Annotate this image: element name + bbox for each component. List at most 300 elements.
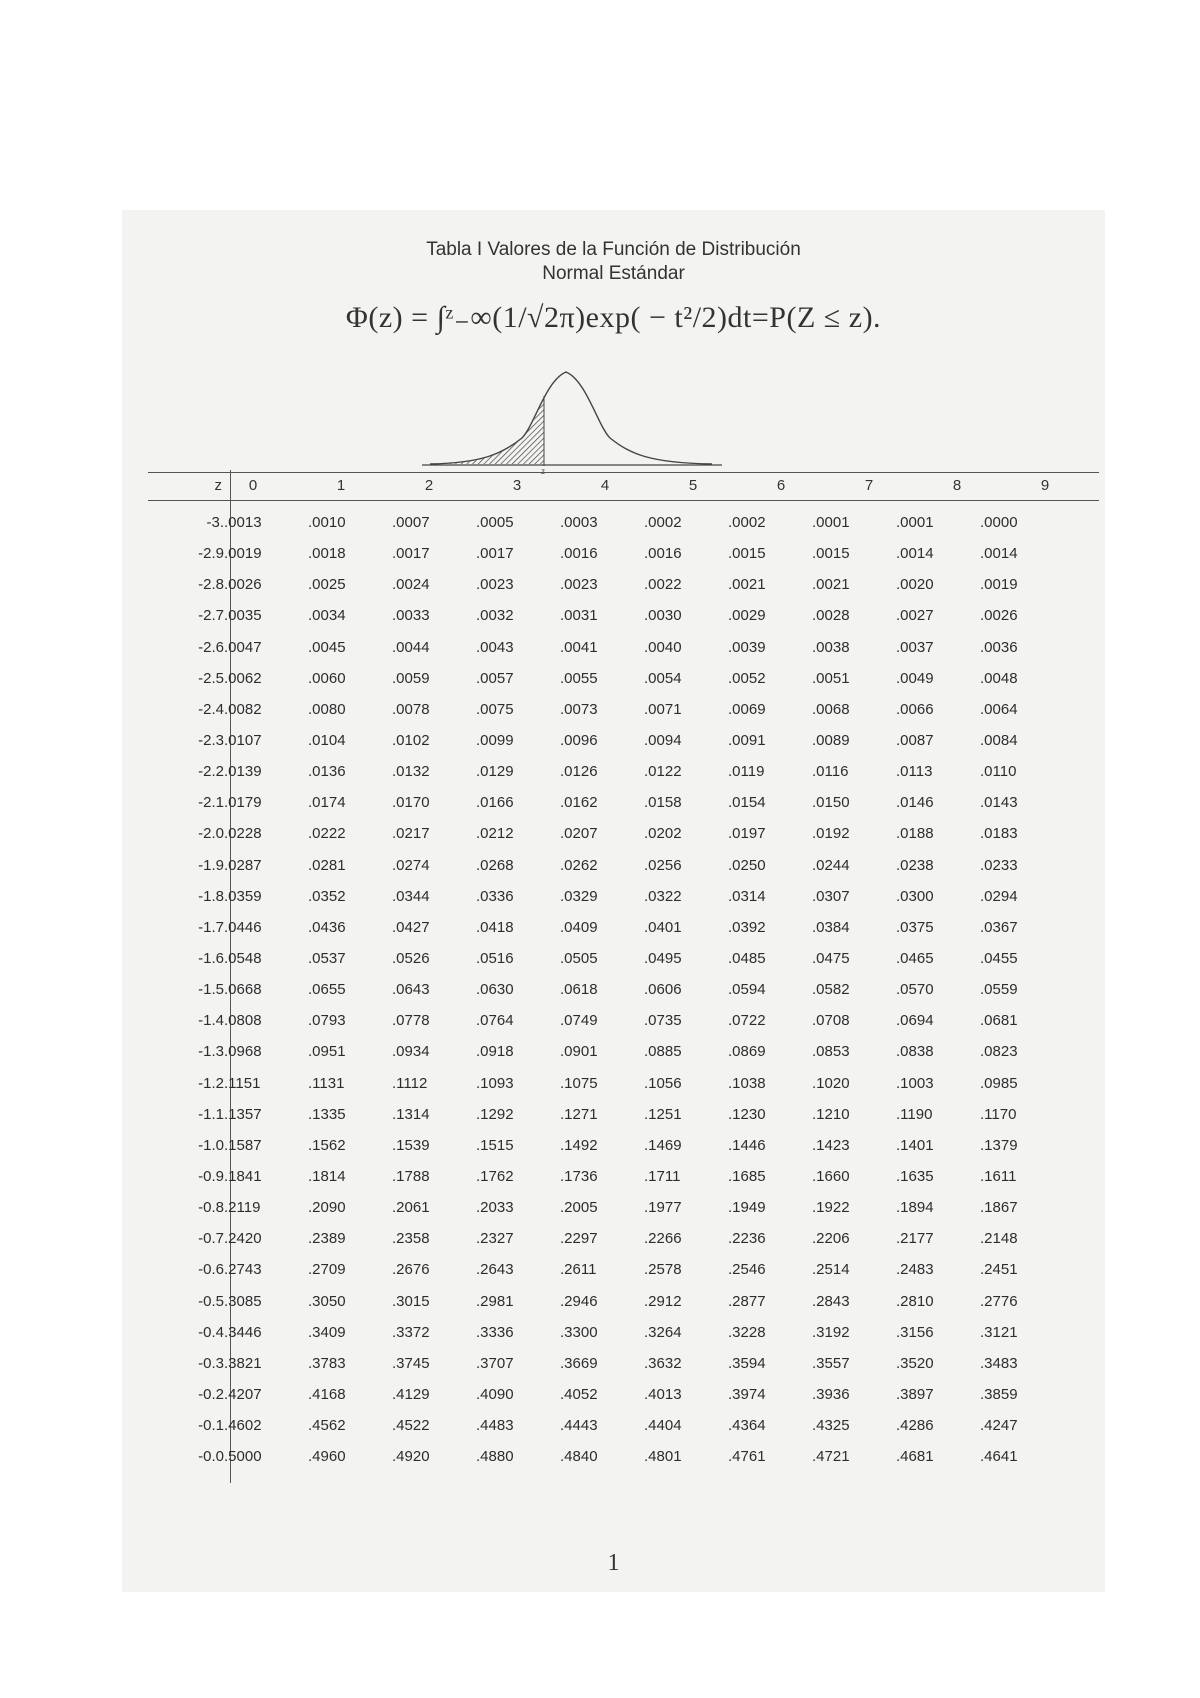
probability-cell: .2676 xyxy=(392,1261,430,1279)
probability-cell: .0250 xyxy=(728,856,766,874)
distribution-formula: Φ(z) = ∫ᶻ₋∞(1/√2π)exp( − t²/2)dt=P(Z ≤ z). xyxy=(345,301,882,334)
z-value: -0.3 xyxy=(198,1354,224,1372)
probability-cell: .0068 xyxy=(812,700,850,718)
probability-cell: .0238 xyxy=(896,856,934,874)
z-value: -0.5 xyxy=(198,1292,224,1310)
probability-cell: .0001 xyxy=(812,514,850,532)
probability-cell: .0094 xyxy=(644,732,682,750)
header-col-5: 5 xyxy=(688,477,698,494)
probability-cell: .0985 xyxy=(980,1074,1018,1092)
normal-curve-illustration xyxy=(422,350,742,475)
probability-cell: .0885 xyxy=(644,1043,682,1061)
probability-cell: .0035 xyxy=(224,607,262,625)
probability-cell: .1020 xyxy=(812,1074,850,1092)
probability-cell: .2912 xyxy=(644,1292,682,1310)
header-col-1: 1 xyxy=(336,477,346,494)
probability-cell: .0823 xyxy=(980,1043,1018,1061)
probability-cell: .2420 xyxy=(224,1230,262,1248)
probability-cell: .2177 xyxy=(896,1230,934,1248)
z-value: -0.4 xyxy=(198,1323,224,1341)
probability-cell: .0179 xyxy=(224,794,262,812)
probability-cell: .3336 xyxy=(476,1323,514,1341)
probability-cell: .0104 xyxy=(308,732,346,750)
probability-cell: .0188 xyxy=(896,825,934,843)
z-value: -2.5 xyxy=(198,669,224,687)
probability-cell: .0951 xyxy=(308,1043,346,1061)
probability-cell: .1515 xyxy=(476,1136,514,1154)
probability-cell: .4801 xyxy=(644,1448,682,1466)
probability-cell: .0367 xyxy=(980,918,1018,936)
probability-cell: .1271 xyxy=(560,1105,598,1123)
table-row xyxy=(148,1161,1064,1192)
table-subtitle: Normal Estándar xyxy=(542,263,685,284)
probability-cell: .0007 xyxy=(392,514,430,532)
probability-cell: .3300 xyxy=(560,1323,598,1341)
probability-cell: .4641 xyxy=(980,1448,1018,1466)
probability-cell: .0455 xyxy=(980,950,1018,968)
header-col-0: 0 xyxy=(248,477,258,494)
probability-cell: .0139 xyxy=(224,763,262,781)
table-row xyxy=(148,1036,1064,1067)
table-row xyxy=(148,1192,1064,1223)
distribution-table xyxy=(148,507,1064,1472)
probability-cell: .3783 xyxy=(308,1354,346,1372)
probability-cell: .0681 xyxy=(980,1012,1018,1030)
probability-cell: .0256 xyxy=(644,856,682,874)
probability-cell: .4880 xyxy=(476,1448,514,1466)
probability-cell: .0446 xyxy=(224,918,262,936)
probability-cell: .1131 xyxy=(308,1074,345,1092)
probability-cell: .2206 xyxy=(812,1230,850,1248)
table-row xyxy=(148,974,1064,1005)
probability-cell: .3121 xyxy=(980,1323,1018,1341)
header-col-6: 6 xyxy=(776,477,786,494)
probability-cell: .0041 xyxy=(560,638,598,656)
probability-cell: .2389 xyxy=(308,1230,346,1248)
z-value: -0.8 xyxy=(198,1199,224,1217)
probability-cell: .0582 xyxy=(812,981,850,999)
probability-cell: .0475 xyxy=(812,950,850,968)
table-row xyxy=(148,787,1064,818)
table-row xyxy=(148,1286,1064,1317)
page-number: 1 xyxy=(607,1550,620,1576)
probability-cell: .0082 xyxy=(224,700,262,718)
probability-cell: .0047 xyxy=(224,638,262,656)
probability-cell: .0051 xyxy=(812,669,850,687)
probability-cell: .0005 xyxy=(476,514,514,532)
probability-cell: .0853 xyxy=(812,1043,850,1061)
probability-cell: .0028 xyxy=(812,607,850,625)
probability-cell: .0287 xyxy=(224,856,262,874)
probability-cell: .1170 xyxy=(980,1105,1017,1123)
table-row xyxy=(148,1099,1064,1130)
probability-cell: .4286 xyxy=(896,1417,934,1435)
probability-cell: .1003 xyxy=(896,1074,934,1092)
probability-cell: .0143 xyxy=(980,794,1018,812)
probability-cell: .1562 xyxy=(308,1136,346,1154)
probability-cell: .1314 xyxy=(392,1105,430,1123)
probability-cell: .0129 xyxy=(476,763,514,781)
probability-cell: .1210 xyxy=(812,1105,850,1123)
probability-cell: .3859 xyxy=(980,1386,1018,1403)
probability-cell: .1635 xyxy=(896,1168,934,1186)
probability-cell: .0294 xyxy=(980,887,1018,905)
probability-cell: .3936 xyxy=(812,1386,850,1403)
probability-cell: .0233 xyxy=(980,856,1018,874)
probability-cell: .0037 xyxy=(896,638,934,656)
probability-cell: .1230 xyxy=(728,1105,766,1123)
probability-cell: .0055 xyxy=(560,669,598,687)
probability-cell: .0314 xyxy=(728,887,766,905)
probability-cell: .0036 xyxy=(980,638,1018,656)
probability-cell: .0918 xyxy=(476,1043,514,1061)
probability-cell: .3409 xyxy=(308,1323,346,1341)
probability-cell: .0559 xyxy=(980,981,1018,999)
probability-cell: .1423 xyxy=(812,1136,850,1154)
probability-cell: .0217 xyxy=(392,825,430,843)
probability-cell: .1492 xyxy=(560,1136,598,1154)
probability-cell: .0336 xyxy=(476,887,514,905)
probability-cell: .1867 xyxy=(980,1199,1018,1217)
table-row xyxy=(148,1254,1064,1285)
table-row xyxy=(148,818,1064,849)
probability-cell: .0043 xyxy=(476,638,514,656)
probability-cell: .1539 xyxy=(392,1136,430,1154)
probability-cell: .1446 xyxy=(728,1136,766,1154)
probability-cell: .1894 xyxy=(896,1199,934,1217)
z-value: -1.7 xyxy=(198,918,224,936)
z-value: -2.6 xyxy=(198,638,224,656)
probability-cell: .0694 xyxy=(896,1012,934,1030)
probability-cell: .0329 xyxy=(560,887,598,905)
z-value: -2.4 xyxy=(198,700,224,718)
probability-cell: .4052 xyxy=(560,1386,598,1403)
table-row xyxy=(148,1068,1064,1099)
probability-cell: .0668 xyxy=(224,981,262,999)
z-value: -0.1 xyxy=(198,1417,224,1435)
table-row xyxy=(148,1223,1064,1254)
probability-cell: .2578 xyxy=(644,1261,682,1279)
probability-cell: .0030 xyxy=(644,607,682,625)
probability-cell: .3520 xyxy=(896,1354,934,1372)
probability-cell: .0023 xyxy=(560,576,598,594)
probability-cell: .0384 xyxy=(812,918,850,936)
probability-cell: .2877 xyxy=(728,1292,766,1310)
header-col-9: 9 xyxy=(1040,477,1050,494)
table-row xyxy=(148,1379,1064,1410)
probability-cell: .0019 xyxy=(980,576,1018,594)
probability-cell: .1251 xyxy=(644,1105,682,1123)
probability-cell: .0150 xyxy=(812,794,850,812)
table-row xyxy=(148,881,1064,912)
probability-cell: .0838 xyxy=(896,1043,934,1061)
probability-cell: .0084 xyxy=(980,732,1018,750)
probability-cell: .0000 xyxy=(980,514,1018,532)
probability-cell: .2483 xyxy=(896,1261,934,1279)
probability-cell: .0162 xyxy=(560,794,598,812)
probability-cell: .1075 xyxy=(560,1074,598,1092)
probability-cell: .0015 xyxy=(812,545,850,563)
z-value: -0.2 xyxy=(198,1386,224,1403)
table-row xyxy=(148,600,1064,631)
probability-cell: .0174 xyxy=(308,794,346,812)
probability-cell: .0044 xyxy=(392,638,430,656)
probability-cell: .0222 xyxy=(308,825,346,843)
probability-cell: .0078 xyxy=(392,700,430,718)
z-value: -1.0 xyxy=(198,1136,224,1154)
header-col-7: 7 xyxy=(864,477,874,494)
probability-cell: .0154 xyxy=(728,794,766,812)
probability-cell: .0021 xyxy=(812,576,850,594)
probability-cell: .1611 xyxy=(980,1168,1017,1186)
z-value: -1.8 xyxy=(198,887,224,905)
probability-cell: .0749 xyxy=(560,1012,598,1030)
probability-cell: .2061 xyxy=(392,1199,430,1217)
probability-cell: .2005 xyxy=(560,1199,598,1217)
probability-cell: .0359 xyxy=(224,887,262,905)
probability-cell: .0019 xyxy=(224,545,262,563)
probability-cell: .0040 xyxy=(644,638,682,656)
probability-cell: .0606 xyxy=(644,981,682,999)
probability-cell: .1922 xyxy=(812,1199,850,1217)
probability-cell: .0023 xyxy=(476,576,514,594)
probability-cell: .4721 xyxy=(812,1448,850,1466)
probability-cell: .3897 xyxy=(896,1386,934,1403)
probability-cell: .0202 xyxy=(644,825,682,843)
probability-cell: .2451 xyxy=(980,1261,1018,1279)
probability-cell: .1379 xyxy=(980,1136,1018,1154)
probability-cell: .0212 xyxy=(476,825,514,843)
probability-cell: .4483 xyxy=(476,1417,514,1435)
probability-cell: .0032 xyxy=(476,607,514,625)
probability-cell: .0655 xyxy=(308,981,346,999)
z-value: -2.2 xyxy=(198,763,224,781)
probability-cell: .0427 xyxy=(392,918,430,936)
z-value: -2.0 xyxy=(198,825,224,843)
z-value: -1.1 xyxy=(198,1105,224,1123)
probability-cell: .2033 xyxy=(476,1199,514,1217)
probability-cell: .0594 xyxy=(728,981,766,999)
probability-cell: .0096 xyxy=(560,732,598,750)
probability-cell: .1093 xyxy=(476,1074,514,1092)
probability-cell: .0113 xyxy=(896,763,933,781)
probability-cell: .0808 xyxy=(224,1012,262,1030)
header-col-4: 4 xyxy=(600,477,610,494)
probability-cell: .0087 xyxy=(896,732,934,750)
probability-cell: .0029 xyxy=(728,607,766,625)
probability-cell: .1038 xyxy=(728,1074,766,1092)
probability-cell: .0526 xyxy=(392,950,430,968)
probability-cell: .3264 xyxy=(644,1323,682,1341)
probability-cell: .3483 xyxy=(980,1354,1018,1372)
probability-cell: .0017 xyxy=(392,545,430,563)
probability-cell: .0018 xyxy=(308,545,346,563)
probability-cell: .3745 xyxy=(392,1354,430,1372)
probability-cell: .0015 xyxy=(728,545,766,563)
z-value: -2.8 xyxy=(198,576,224,594)
probability-cell: .3156 xyxy=(896,1323,934,1341)
probability-cell: .2236 xyxy=(728,1230,766,1248)
probability-cell: .4840 xyxy=(560,1448,598,1466)
probability-cell: .0228 xyxy=(224,825,262,843)
probability-cell: .0049 xyxy=(896,669,934,687)
probability-cell: .0054 xyxy=(644,669,682,687)
probability-cell: .0281 xyxy=(308,856,346,874)
table-row xyxy=(148,1410,1064,1441)
probability-cell: .2981 xyxy=(476,1292,514,1310)
probability-cell: .1292 xyxy=(476,1105,514,1123)
probability-cell: .0436 xyxy=(308,918,346,936)
probability-cell: .0089 xyxy=(812,732,850,750)
probability-cell: .4364 xyxy=(728,1417,766,1435)
z-value: -1.5 xyxy=(198,981,224,999)
probability-cell: .4761 xyxy=(728,1448,766,1466)
probability-cell: .2643 xyxy=(476,1261,514,1279)
probability-cell: .1401 xyxy=(896,1136,934,1154)
probability-cell: .4129 xyxy=(392,1386,430,1403)
probability-cell: .2709 xyxy=(308,1261,346,1279)
probability-cell: .0268 xyxy=(476,856,514,874)
probability-cell: .0146 xyxy=(896,794,934,812)
probability-cell: .1841 xyxy=(224,1168,262,1186)
probability-cell: .0013 xyxy=(224,514,262,532)
table-row xyxy=(148,1005,1064,1036)
probability-cell: .3821 xyxy=(224,1354,262,1372)
probability-cell: .4522 xyxy=(392,1417,430,1435)
probability-cell: .0001 xyxy=(896,514,934,532)
probability-cell: .0207 xyxy=(560,825,598,843)
table-row xyxy=(148,1317,1064,1348)
probability-cell: .0158 xyxy=(644,794,682,812)
probability-cell: .0024 xyxy=(392,576,430,594)
probability-cell: .2119 xyxy=(224,1199,261,1217)
probability-cell: .1151 xyxy=(224,1074,261,1092)
probability-cell: .0017 xyxy=(476,545,514,563)
probability-cell: .1762 xyxy=(476,1168,514,1186)
probability-cell: .1685 xyxy=(728,1168,766,1186)
probability-cell: .0069 xyxy=(728,700,766,718)
table-row xyxy=(148,1130,1064,1161)
probability-cell: .2946 xyxy=(560,1292,598,1310)
probability-cell: .0010 xyxy=(308,514,346,532)
probability-cell: .0022 xyxy=(644,576,682,594)
probability-cell: .3228 xyxy=(728,1323,766,1341)
probability-cell: .0119 xyxy=(728,763,765,781)
probability-cell: .2148 xyxy=(980,1230,1018,1248)
table-row xyxy=(148,725,1064,756)
probability-cell: .0060 xyxy=(308,669,346,687)
probability-cell: .2743 xyxy=(224,1261,262,1279)
table-row xyxy=(148,632,1064,663)
probability-cell: .2514 xyxy=(812,1261,850,1279)
z-value: -1.2 xyxy=(198,1074,224,1092)
probability-cell: .0300 xyxy=(896,887,934,905)
probability-cell: .0071 xyxy=(644,700,682,718)
probability-cell: .0102 xyxy=(392,732,430,750)
probability-cell: .0002 xyxy=(728,514,766,532)
table-row xyxy=(148,756,1064,787)
probability-cell: .4247 xyxy=(980,1417,1018,1435)
probability-cell: .3557 xyxy=(812,1354,850,1372)
probability-cell: .0020 xyxy=(896,576,934,594)
probability-cell: .0107 xyxy=(224,732,262,750)
probability-cell: .0764 xyxy=(476,1012,514,1030)
table-row xyxy=(148,507,1064,538)
z-value: -0.7 xyxy=(198,1230,224,1248)
probability-cell: .0136 xyxy=(308,763,346,781)
probability-cell: .4207 xyxy=(224,1386,262,1403)
probability-cell: .0630 xyxy=(476,981,514,999)
probability-cell: .2776 xyxy=(980,1292,1018,1310)
header-bottom-rule xyxy=(148,500,1099,501)
probability-cell: .3192 xyxy=(812,1323,850,1341)
probability-cell: .0901 xyxy=(560,1043,598,1061)
probability-cell: .4562 xyxy=(308,1417,346,1435)
probability-cell: .4960 xyxy=(308,1448,346,1466)
probability-cell: .2843 xyxy=(812,1292,850,1310)
probability-cell: .3372 xyxy=(392,1323,430,1341)
probability-cell: .1736 xyxy=(560,1168,598,1186)
probability-cell: .0016 xyxy=(560,545,598,563)
table-row xyxy=(148,694,1064,725)
bell-curve xyxy=(430,372,712,464)
probability-cell: .1056 xyxy=(644,1074,682,1092)
table-title: Tabla I Valores de la Función de Distribución xyxy=(426,239,801,260)
z-value: -1.3 xyxy=(198,1043,224,1061)
probability-cell: .0409 xyxy=(560,918,598,936)
probability-cell: .0618 xyxy=(560,981,598,999)
probability-cell: .0392 xyxy=(728,918,766,936)
probability-cell: .0057 xyxy=(476,669,514,687)
probability-cell: .4325 xyxy=(812,1417,850,1435)
table-row xyxy=(148,569,1064,600)
probability-cell: .0033 xyxy=(392,607,430,625)
probability-cell: .3707 xyxy=(476,1354,514,1372)
probability-cell: .0064 xyxy=(980,700,1018,718)
table-row xyxy=(148,663,1064,694)
z-value: -1.9 xyxy=(198,856,224,874)
probability-cell: .3632 xyxy=(644,1354,682,1372)
probability-cell: .0048 xyxy=(980,669,1018,687)
table-row xyxy=(148,943,1064,974)
probability-cell: .1977 xyxy=(644,1199,682,1217)
probability-cell: .1190 xyxy=(896,1105,933,1123)
probability-cell: .0375 xyxy=(896,918,934,936)
probability-cell: .3974 xyxy=(728,1386,766,1403)
probability-cell: .2266 xyxy=(644,1230,682,1248)
probability-cell: .0099 xyxy=(476,732,514,750)
probability-cell: .0027 xyxy=(896,607,934,625)
probability-cell: .2327 xyxy=(476,1230,514,1248)
table-row xyxy=(148,1441,1064,1472)
probability-cell: .0170 xyxy=(392,794,430,812)
probability-cell: .0643 xyxy=(392,981,430,999)
probability-cell: .2810 xyxy=(896,1292,934,1310)
probability-cell: .0274 xyxy=(392,856,430,874)
probability-cell: .4602 xyxy=(224,1417,262,1435)
probability-cell: .0126 xyxy=(560,763,598,781)
probability-cell: .0166 xyxy=(476,794,514,812)
table-row xyxy=(148,912,1064,943)
shaded-area xyxy=(442,396,544,464)
table-page xyxy=(122,210,1105,1592)
z-value: -0.0 xyxy=(198,1448,224,1466)
table-row xyxy=(148,1348,1064,1379)
probability-cell: .0516 xyxy=(476,950,514,968)
z-value: -1.6 xyxy=(198,950,224,968)
probability-cell: .3015 xyxy=(392,1292,430,1310)
probability-cell: .2297 xyxy=(560,1230,598,1248)
